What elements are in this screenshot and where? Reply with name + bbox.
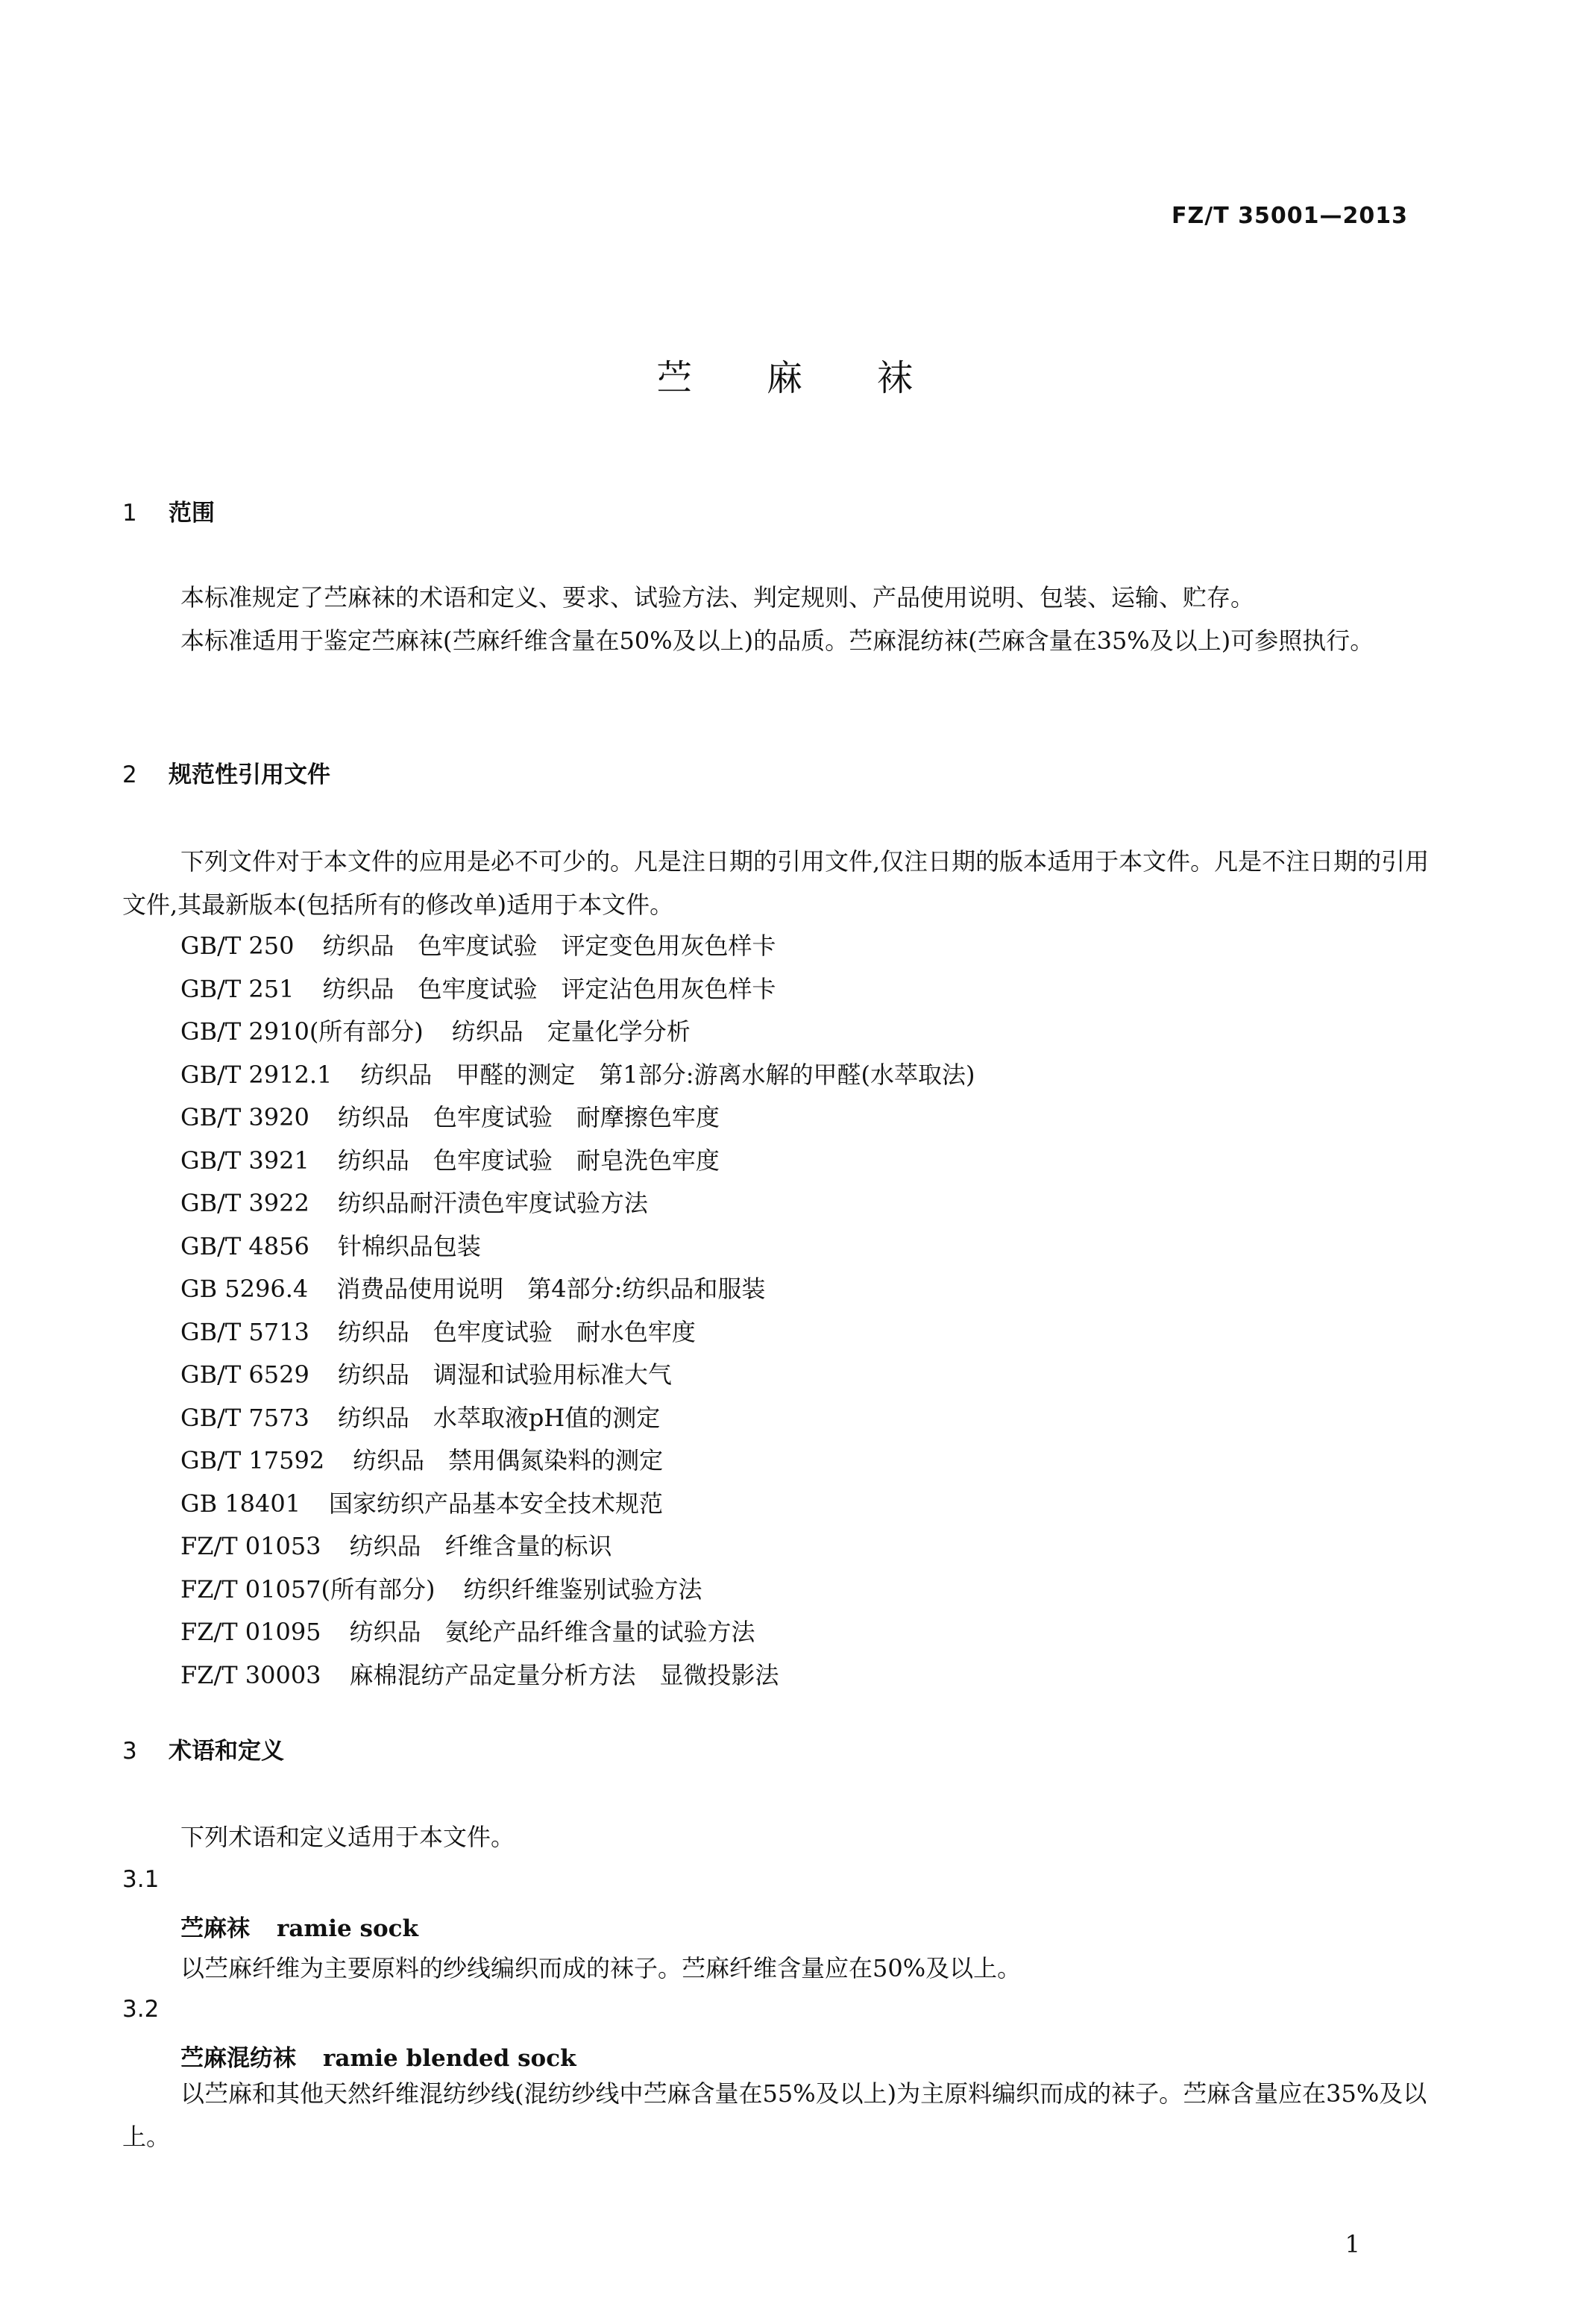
reference-item <box>180 925 975 968</box>
reference-title: 纺织品 定量化学分析 <box>451 1017 691 1046</box>
scope-paragraph-2: 本标准适用于鉴定苎麻袜(苎麻纤维含量在50%及以上)的品质。苎麻混纺袜(苎麻含量在35%及以上)可参照执行。 <box>180 626 1374 655</box>
reference-item <box>180 1054 975 1097</box>
reference-item <box>180 1483 975 1526</box>
reference-title: 纺织纤维鉴别试验方法 <box>463 1574 702 1604</box>
reference-title: 纺织品 纤维含量的标识 <box>349 1532 612 1560</box>
reference-code: GB/T 3920 <box>180 1103 309 1131</box>
document-title: 苎麻袜 <box>655 357 987 399</box>
term-definition: 以苎麻纤维为主要原料的纱线编织而成的袜子。苎麻纤维含量应在50%及以上。 <box>180 1954 1022 1982</box>
reference-code: GB 18401 <box>180 1489 301 1518</box>
section-title: 术语和定义 <box>169 1738 284 1765</box>
reference-code: GB/T 17592 <box>180 1446 325 1475</box>
term-en: ramie sock <box>277 1915 418 1942</box>
section-1-heading <box>122 494 215 527</box>
reference-title: 纺织品耐汗渍色牢度试验方法 <box>337 1189 648 1217</box>
reference-title: 纺织品 色牢度试验 耐水色牢度 <box>337 1317 696 1346</box>
reference-code: GB 5296.4 <box>180 1275 309 1303</box>
reference-code: GB/T 2910(所有部分) <box>180 1017 424 1046</box>
reference-code: GB/T 4856 <box>180 1231 309 1260</box>
page-number: 1 <box>1345 2230 1360 2258</box>
reference-title: 纺织品 甲醛的测定 第1部分:游离水解的甲醛(水萃取法) <box>360 1060 975 1089</box>
reference-item <box>180 1311 975 1354</box>
reference-code: GB/T 3921 <box>180 1146 309 1175</box>
section-title: 范围 <box>169 500 215 527</box>
section-3-heading <box>122 1732 284 1765</box>
reference-item <box>180 1182 975 1225</box>
scope-paragraph-1: 本标准规定了苎麻袜的术语和定义、要求、试验方法、判定规则、产品使用说明、包装、运输、贮存。 <box>180 583 1255 612</box>
standard-code: FZ/T 35001—2013 <box>1172 203 1408 229</box>
reference-code: GB/T 6529 <box>180 1360 309 1389</box>
terms-intro: 下列术语和定义适用于本文件。 <box>180 1823 515 1851</box>
reference-item <box>180 968 975 1011</box>
reference-title: 纺织品 色牢度试验 评定沾色用灰色样卡 <box>322 974 776 1003</box>
reference-title: 消费品使用说明 第4部分:纺织品和服装 <box>336 1275 766 1303</box>
reference-item <box>180 1354 975 1397</box>
reference-item <box>180 1140 975 1183</box>
reference-title: 纺织品 水萃取液pH值的测定 <box>337 1403 661 1432</box>
section-number: 2 <box>122 761 137 788</box>
reference-title: 纺织品 禁用偶氮染料的测定 <box>353 1446 664 1475</box>
reference-code: GB/T 3922 <box>180 1189 309 1217</box>
term-definition: 以苎麻和其他天然纤维混纺纱线(混纺纱线中苎麻含量在55%及以上)为主原料编织而成的袜子。苎麻含量应在35%及以上。 <box>122 2079 1427 2151</box>
reference-item <box>180 1268 975 1311</box>
reference-item <box>180 1096 975 1140</box>
clause-number: 3.1 <box>122 1866 160 1893</box>
term-zh: 苎麻袜 <box>180 1915 250 1942</box>
term-entry <box>180 2039 576 2073</box>
reference-item <box>180 1611 975 1654</box>
reference-item <box>180 1011 975 1054</box>
section-title: 规范性引用文件 <box>169 761 330 788</box>
term-en: ramie blended sock <box>323 2045 576 2072</box>
reference-title: 麻棉混纺产品定量分析方法 显微投影法 <box>349 1660 779 1689</box>
reference-item <box>180 1439 975 1483</box>
reference-code: FZ/T 01095 <box>180 1618 321 1646</box>
reference-title: 纺织品 色牢度试验 耐摩擦色牢度 <box>337 1103 720 1131</box>
reference-title: 纺织品 色牢度试验 评定变色用灰色样卡 <box>322 932 776 960</box>
reference-list <box>180 925 975 1697</box>
reference-code: GB/T 5713 <box>180 1317 309 1346</box>
reference-code: GB/T 250 <box>180 932 295 960</box>
section-number: 3 <box>122 1738 137 1765</box>
reference-title: 国家纺织产品基本安全技术规范 <box>329 1489 664 1518</box>
reference-item <box>180 1397 975 1440</box>
reference-item <box>180 1225 975 1269</box>
reference-title: 纺织品 氨纶产品纤维含量的试验方法 <box>349 1618 755 1646</box>
reference-code: GB/T 7573 <box>180 1403 309 1432</box>
term-zh: 苎麻混纺袜 <box>180 2045 296 2072</box>
normative-refs-intro: 下列文件对于本文件的应用是必不可少的。凡是注日期的引用文件,仅注日期的版本适用于本文件。凡是不注日期的引用文件,其最新版本(包括所有的修改单)适用于本文件。 <box>122 847 1430 919</box>
section-number: 1 <box>122 500 137 527</box>
reference-title: 纺织品 色牢度试验 耐皂洗色牢度 <box>337 1146 720 1175</box>
section-2-heading <box>122 756 330 789</box>
reference-code: GB/T 2912.1 <box>180 1060 333 1089</box>
reference-title: 纺织品 调湿和试验用标准大气 <box>337 1360 672 1389</box>
reference-item <box>180 1568 975 1612</box>
reference-title: 针棉织品包装 <box>337 1231 481 1260</box>
reference-code: FZ/T 01053 <box>180 1532 321 1560</box>
reference-code: FZ/T 01057(所有部分) <box>180 1574 436 1604</box>
reference-code: GB/T 251 <box>180 974 295 1003</box>
reference-code: FZ/T 30003 <box>180 1660 321 1689</box>
reference-item <box>180 1654 975 1698</box>
reference-item <box>180 1525 975 1568</box>
clause-number: 3.2 <box>122 1996 160 2023</box>
term-entry <box>180 1909 418 1943</box>
